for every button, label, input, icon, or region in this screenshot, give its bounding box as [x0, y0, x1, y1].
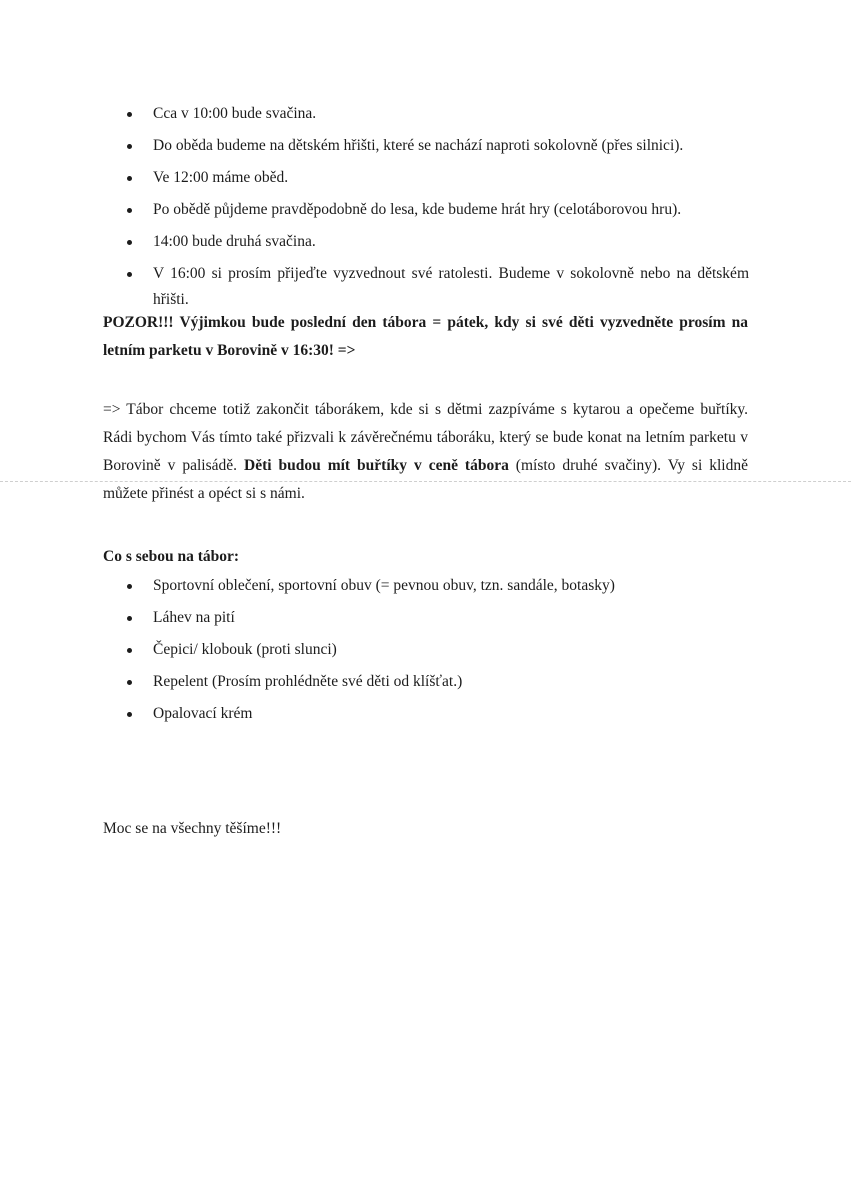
list-item: Opalovací krém: [127, 701, 749, 727]
bullet-icon: [127, 272, 132, 277]
bullet-icon: [127, 240, 132, 245]
list-item: Čepici/ klobouk (proti slunci): [127, 637, 749, 663]
bullet-icon: [127, 176, 132, 181]
packing-heading: Co s sebou na tábor:: [103, 548, 240, 565]
list-item: Po obědě půjdeme pravděpodobně do lesa, kde budeme hrát hry (celotáborovou hru).: [127, 197, 749, 223]
bullet-icon: [127, 144, 132, 149]
list-item: Do oběda budeme na dětském hřišti, které se nachází naproti sokolovně (přes silnici).: [127, 133, 749, 159]
list-item: Cca v 10:00 bude svačina.: [127, 101, 749, 127]
bullet-icon: [127, 112, 132, 117]
list-item: Láhev na pití: [127, 605, 749, 631]
scan-artifact-line: [0, 481, 851, 482]
bullet-icon: [127, 712, 132, 717]
bullet-icon: [127, 680, 132, 685]
list-item: 14:00 bude druhá svačina.: [127, 229, 749, 255]
bullet-icon: [127, 584, 132, 589]
bullet-icon: [127, 208, 132, 213]
bullet-icon: [127, 648, 132, 653]
list-item: Ve 12:00 máme oběd.: [127, 165, 749, 191]
list-item: V 16:00 si prosím přijeďte vyzvednout své ratolesti. Budeme v sokolovně nebo na dětském hřišti.: [127, 261, 749, 313]
list-item: Sportovní oblečení, sportovní obuv (= pevnou obuv, tzn. sandále, botasky): [127, 573, 749, 599]
bullet-icon: [127, 616, 132, 621]
closing-line: Moc se na všechny těšíme!!!: [103, 820, 282, 837]
list-item: Repelent (Prosím prohlédněte své děti od klíšťat.): [127, 669, 749, 695]
campfire-paragraph: => Tábor chceme totiž zakončit táborákem, kde si s dětmi zazpíváme s kytarou a opečeme buřtíky. Rádi bychom Vás tímto také přizvali k závěrečnému táboráku, který se bude konat na letním parketu v Borovině v palisádě. Děti budou mít buřtíky v ceně tábora (místo druhé svačiny). Vy si klidně můžete přinést a opéct si s námi.: [103, 401, 748, 502]
schedule-list: [127, 101, 749, 319]
notice-paragraph: POZOR!!! Výjimkou bude poslední den tábora = pátek, kdy si své děti vyzvedněte prosím na letním parketu v Borovině v 16:30! =>: [103, 314, 748, 359]
packing-list: [127, 573, 749, 733]
